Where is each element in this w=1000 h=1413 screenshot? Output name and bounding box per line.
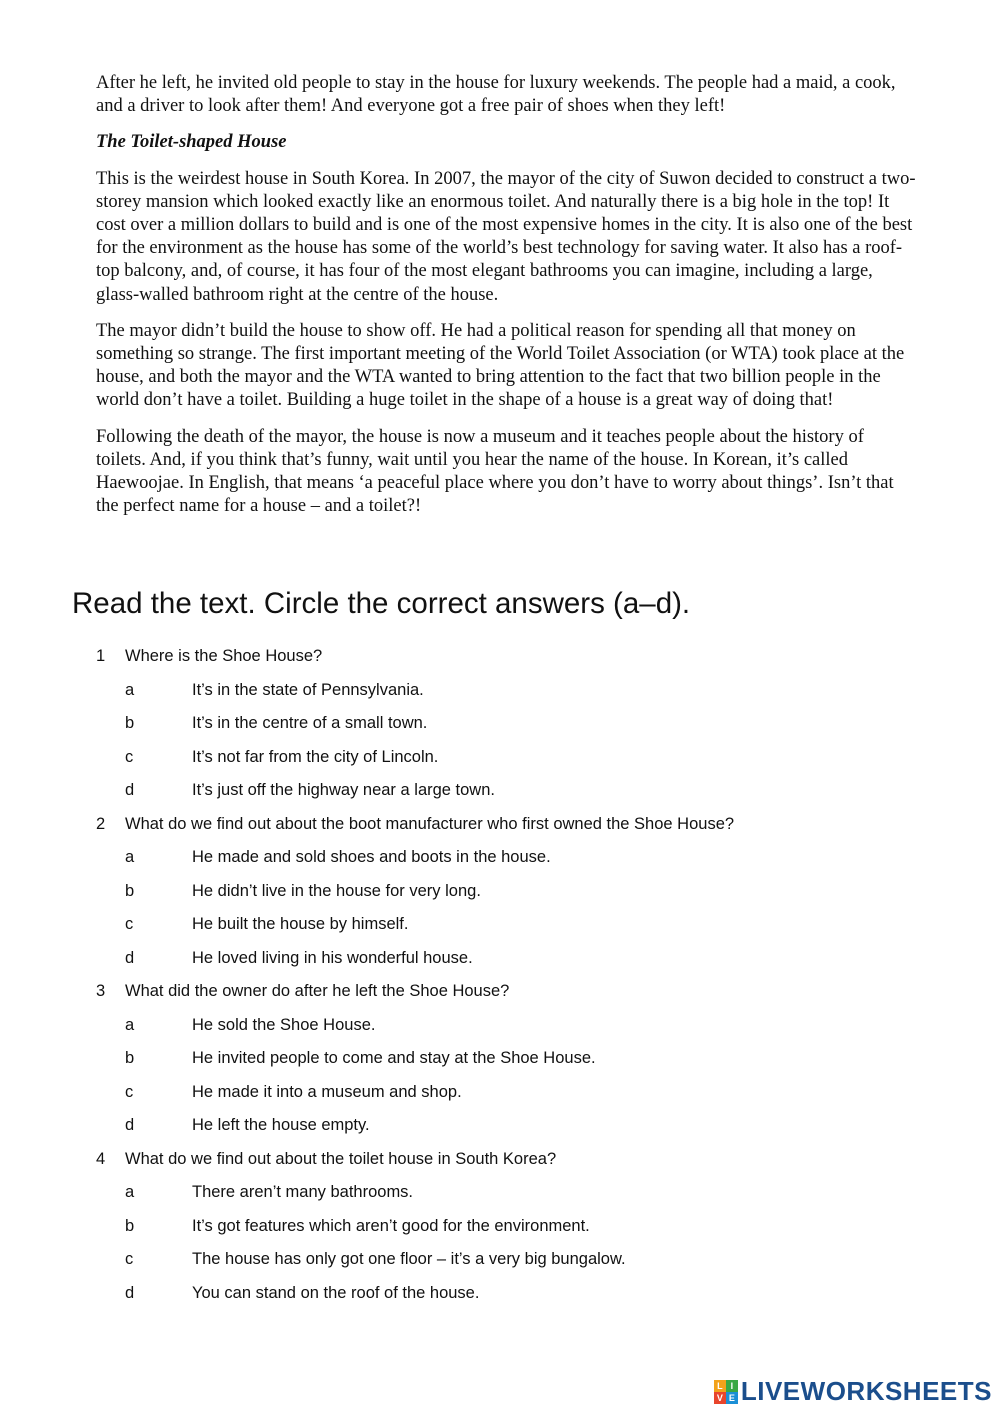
answer-option-1a[interactable]	[96, 674, 956, 708]
liveworksheets-logo	[714, 1376, 992, 1407]
option-text: He loved living in his wonderful house.	[192, 948, 473, 967]
option-text: The house has only got one floor – it’s a very big bungalow.	[192, 1250, 626, 1269]
option-letter: a	[125, 848, 135, 867]
answer-option-2b[interactable]	[96, 875, 956, 909]
answer-option-4c[interactable]	[96, 1243, 956, 1277]
question-number: 3	[96, 982, 106, 1001]
option-letter: b	[125, 714, 135, 733]
passage-subheading: The Toilet-shaped House	[96, 132, 287, 153]
answer-option-4a[interactable]	[96, 1176, 956, 1210]
option-text: It’s not far from the city of Lincoln.	[192, 747, 439, 766]
logo-mark-square: E	[726, 1392, 738, 1404]
option-letter: d	[125, 1283, 135, 1302]
logo-mark-square: L	[714, 1380, 726, 1392]
logo-text: LIVEWORKSHEETS	[740, 1376, 992, 1406]
option-letter: a	[125, 680, 135, 699]
option-letter: a	[125, 1015, 135, 1034]
option-letter: a	[125, 1183, 135, 1202]
option-text: It’s got features which aren’t good for the environment.	[192, 1216, 590, 1235]
option-text: It’s in the state of Pennsylvania.	[192, 680, 424, 699]
answer-option-3c[interactable]	[96, 1076, 956, 1110]
question-text: What do we find out about the boot manufacturer who first owned the Shoe House?	[125, 814, 735, 833]
option-letter: c	[125, 1250, 134, 1269]
question-text: What do we find out about the toilet house in South Korea?	[125, 1149, 557, 1168]
option-letter: c	[125, 1082, 134, 1101]
option-text: He made it into a museum and shop.	[192, 1082, 462, 1101]
exercise-instruction: Read the text. Circle the correct answers (a–d).	[72, 587, 691, 620]
option-text: He sold the Shoe House.	[192, 1015, 376, 1034]
answer-option-3a[interactable]	[96, 1009, 956, 1043]
question-text: Where is the Shoe House?	[125, 647, 323, 666]
option-letter: c	[125, 747, 134, 766]
liveworksheets-logo-icon	[714, 1380, 738, 1404]
answer-option-2d[interactable]	[96, 942, 956, 976]
passage-paragraph-3: The mayor didn’t build the house to show off. He had a political reason for spending all that money on something so strange. The first important meeting of the World Toilet Association (or WTA) took place at the house, and both the mayor and the WTA wanted to bring attention to the fact that two billion people in the world don’t have a toilet. Building a huge toilet in the shape of a house is a great way of doing that!	[96, 320, 905, 411]
option-letter: b	[125, 1049, 135, 1068]
reading-passage	[96, 72, 918, 531]
answer-option-3b[interactable]	[96, 1042, 956, 1076]
option-text: He made and sold shoes and boots in the house.	[192, 848, 551, 867]
answer-option-2a[interactable]	[96, 841, 956, 875]
option-letter: b	[125, 1216, 135, 1235]
passage-paragraph-2: This is the weirdest house in South Korea. In 2007, the mayor of the city of Suwon decided to construct a two-storey mansion which looked exactly like an enormous toilet. And naturally there is a big hole in the top! It cost over a million dollars to build and is one of the most expensive homes in the city. It is also one of the best for the environment as the house has some of the world’s best technology for saving water. It also has a roof-top balcony, and, of course, it has four of the most elegant bathrooms you can imagine, including a large, glass-walled bathroom right at the centre of the house.	[96, 168, 916, 305]
option-text: He built the house by himself.	[192, 915, 409, 934]
option-text: There aren’t many bathrooms.	[192, 1183, 414, 1202]
option-letter: b	[125, 881, 135, 900]
question-number: 1	[96, 647, 106, 666]
option-letter: d	[125, 1116, 135, 1135]
question-4	[96, 1143, 956, 1177]
option-text: It’s just off the highway near a large town.	[192, 781, 495, 800]
question-3	[96, 975, 956, 1009]
question-2	[96, 808, 956, 842]
question-list	[96, 640, 956, 1310]
question-number: 2	[96, 814, 106, 833]
option-letter: c	[125, 915, 134, 934]
option-text: He invited people to come and stay at the Shoe House.	[192, 1049, 596, 1068]
answer-option-1b[interactable]	[96, 707, 956, 741]
logo-mark-square: I	[726, 1380, 738, 1392]
option-letter: d	[125, 781, 135, 800]
option-text: He left the house empty.	[192, 1116, 370, 1135]
option-text: You can stand on the roof of the house.	[192, 1283, 480, 1302]
question-1	[96, 640, 956, 674]
question-number: 4	[96, 1149, 106, 1168]
answer-option-2c[interactable]	[96, 908, 956, 942]
answer-option-3d[interactable]	[96, 1109, 956, 1143]
answer-option-1c[interactable]	[96, 741, 956, 775]
answer-option-4b[interactable]	[96, 1210, 956, 1244]
logo-mark-square: V	[714, 1392, 726, 1404]
option-text: He didn’t live in the house for very long.	[192, 881, 481, 900]
passage-paragraph-1: After he left, he invited old people to stay in the house for luxury weekends. The people had a maid, a cook, and a driver to look after them! And everyone got a free pair of shoes when they left!	[96, 73, 896, 117]
answer-option-4d[interactable]	[96, 1277, 956, 1311]
question-text: What did the owner do after he left the Shoe House?	[125, 982, 510, 1001]
option-text: It’s in the centre of a small town.	[192, 714, 428, 733]
passage-paragraph-4: Following the death of the mayor, the house is now a museum and it teaches people about the history of toilets. And, if you think that’s funny, wait until you hear the name of the house. In Korean, it’s called Haewoojae. In English, that means ‘a peaceful place where you don’t have to worry about things’. Isn’t that the perfect name for a house – and a toilet?!	[96, 426, 894, 517]
answer-option-1d[interactable]	[96, 774, 956, 808]
option-letter: d	[125, 948, 135, 967]
